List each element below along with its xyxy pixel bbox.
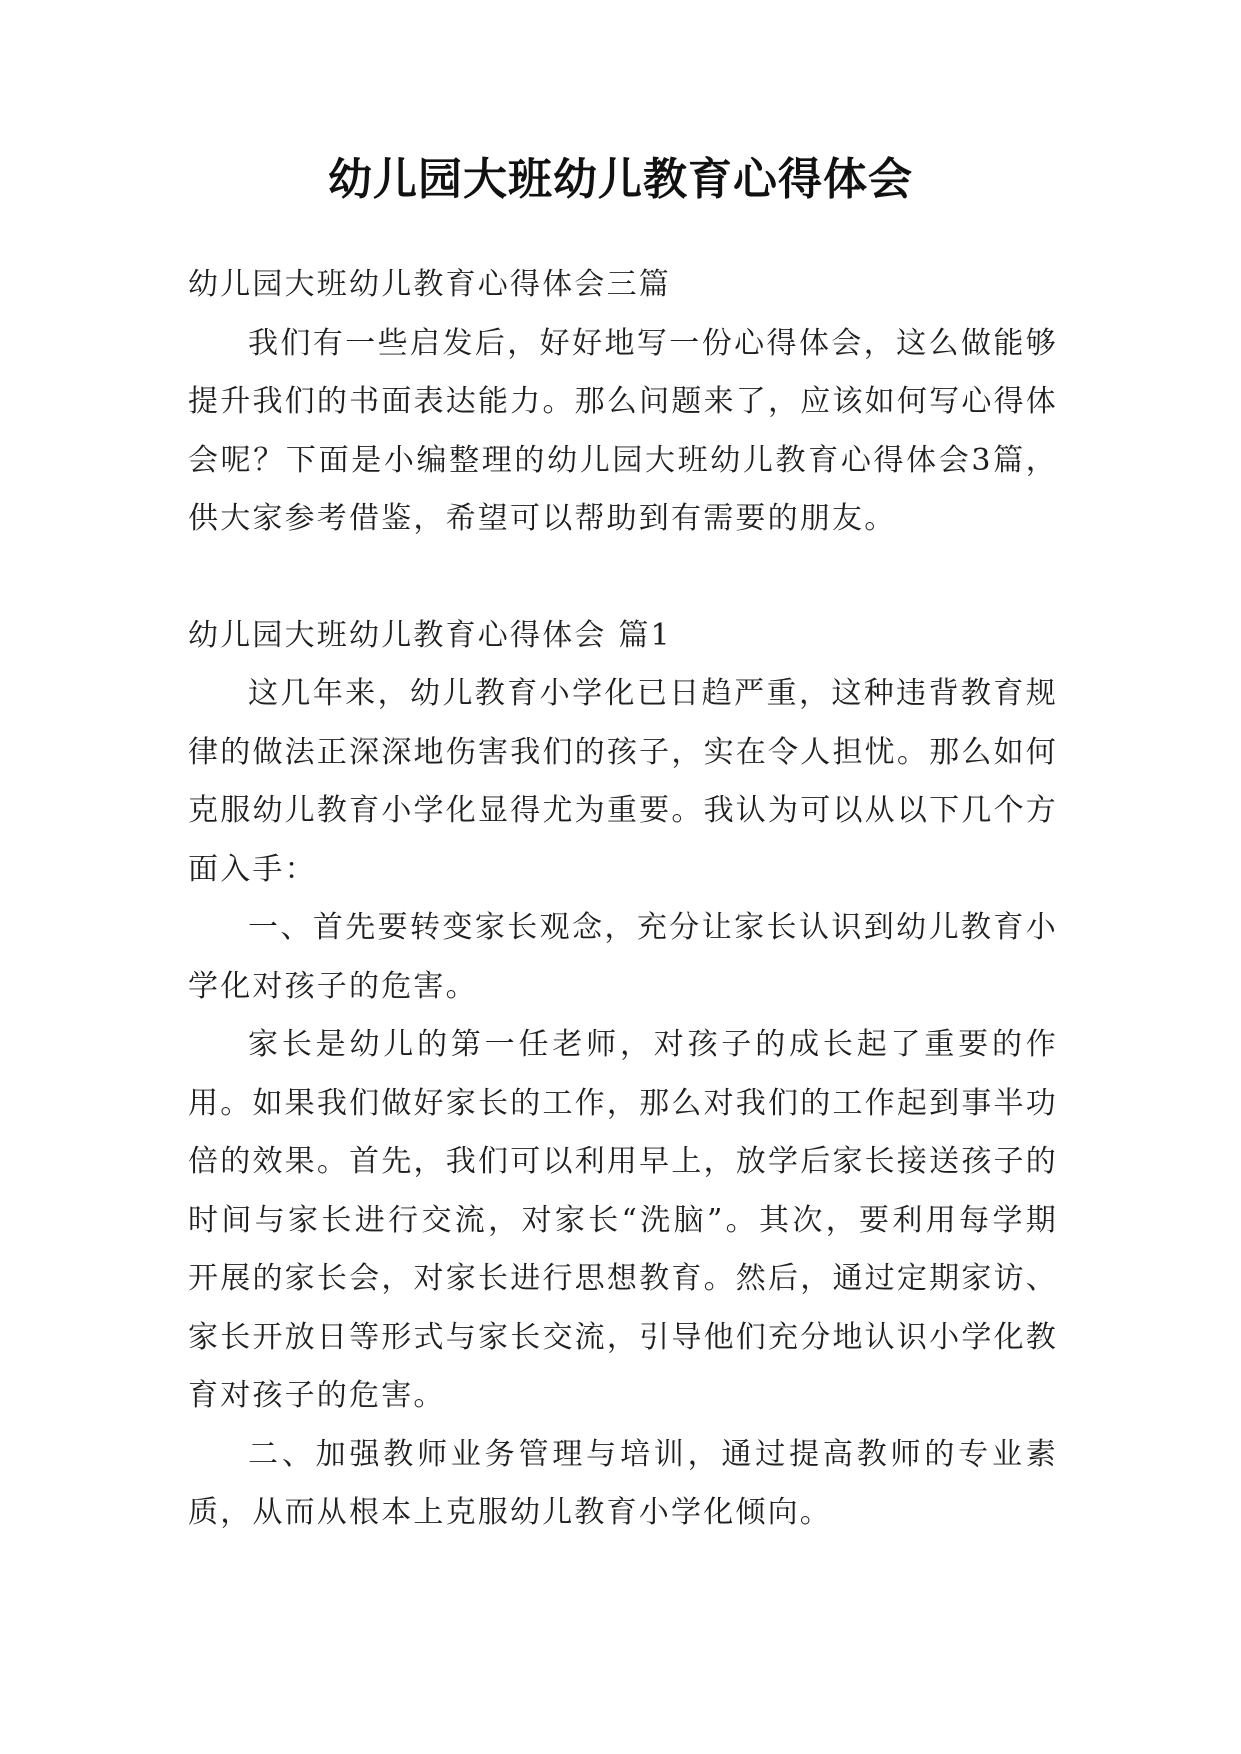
body-paragraph: 二、加强教师业务管理与培训，通过提高教师的专业素质，从而从根本上克服幼儿教育小学化倾向。 [188, 1436, 1058, 1530]
document-title: 幼儿园大班幼儿教育心得体会 [328, 154, 913, 205]
section-spacer [188, 549, 1058, 607]
body-paragraph: 家长是幼儿的第一任老师，对孩子的成长起了重要的作用。如果我们做好家长的工作，那么对我们的工作起到事半功倍的效果。首先，我们可以利用早上，放学后家长接送孩子的时间与家长进行交流，对家长“洗脑”。其次，要利用每学期开展的家长会，对家长进行思想教育。然后，通过定期家访、家长开放日等形式与家长交流，引导他们充分地认识小学化教育对孩子的危害。 [188, 1027, 1058, 1413]
section-heading: 幼儿园大班幼儿教育心得体会 篇1 [188, 617, 672, 653]
document-subtitle: 幼儿园大班幼儿教育心得体会三篇 [188, 267, 671, 302]
intro-paragraph: 我们有一些启发后，好好地写一份心得体会，这么做能够提升我们的书面表达能力。那么问题来了，应该如何写心得体会呢？下面是小编整理的幼儿园大班幼儿教育心得体会3篇，供大家参考借鉴，希望可以帮助到有需要的朋友。 [188, 325, 1058, 536]
body-paragraph: 一、首先要转变家长观念，充分让家长认识到幼儿教育小学化对孩子的危害。 [188, 910, 1058, 1004]
body-paragraph: 这几年来，幼儿教育小学化已日趋严重，这种违背教育规律的做法正深深地伤害我们的孩子，实在令人担忧。那么如何克服幼儿教育小学化显得尤为重要。我认为可以从以下几个方面入手： [188, 676, 1058, 887]
document-body [188, 256, 1058, 1543]
